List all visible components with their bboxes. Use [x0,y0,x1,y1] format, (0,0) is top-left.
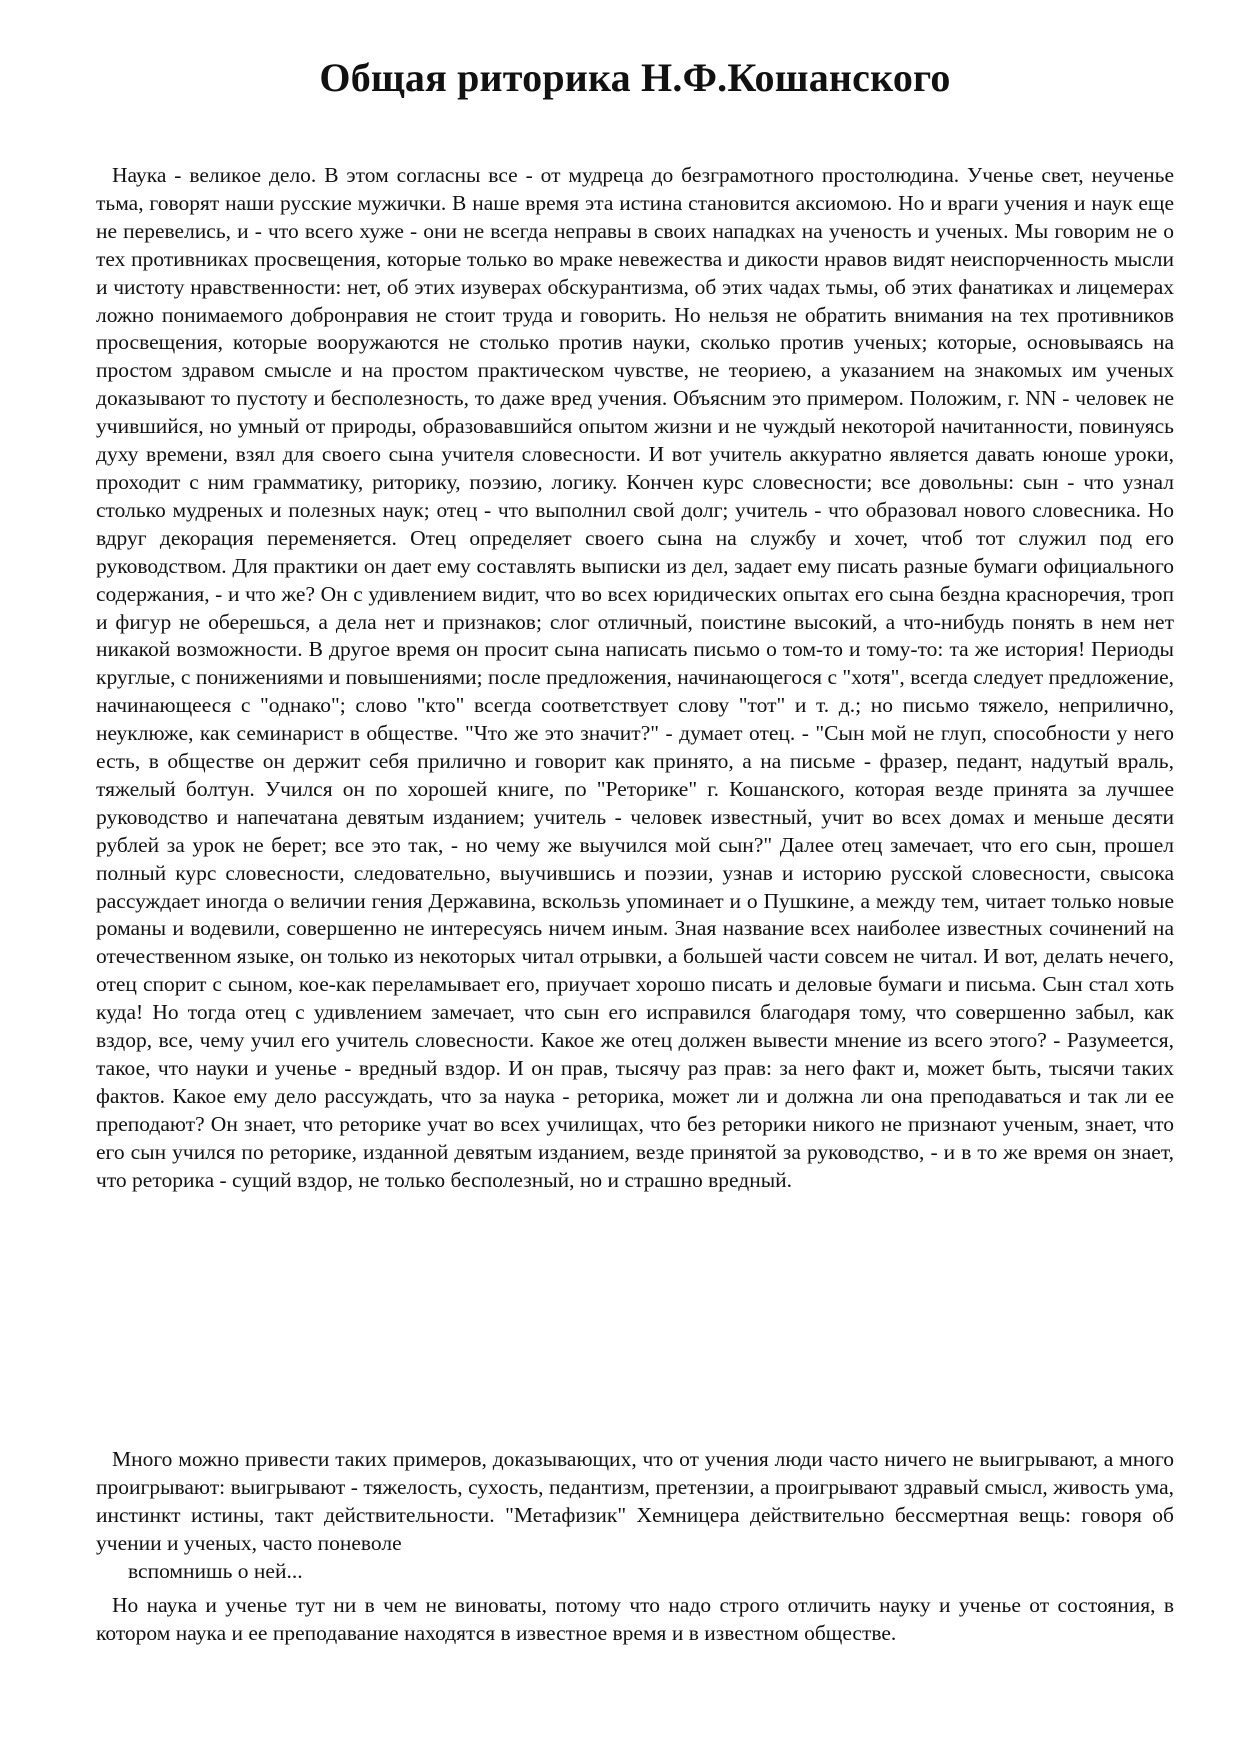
paragraph-2-continuation: вспомнишь о ней... [128,1558,303,1583]
paragraph-3: Но наука и ученье тут ни в чем не виноваты, потому что надо строго отличить науку и ученье от состояния, в котором наука и ее преподавание находятся в известное время и в известном обществе. [96,1593,1174,1645]
paragraph-2-text: Много можно привести таких примеров, доказывающих, что от учения люди часто ничего не выигрывают, а много проигрывают: выигрывают - тяжелость, сухость, педантизм, претензии, а проигрывают здравый смысл, живость ума, инстинкт истины, такт действительности. "Метафизик" Хемницера действительно бессмертная вещь: говоря об учении и ученых, часто поневоле [96,1447,1174,1555]
document-title: Общая риторика Н.Ф.Кошанского [319,55,951,100]
paragraph-2 [96,1446,1174,1586]
document-page [96,0,1174,1755]
paragraph-1: Наука - великое дело. В этом согласны все - от мудреца до безграмотного простолюдина. Ученье свет, неученье тьма, говорят наши русские мужички. В наше время эта истина становится аксиомою. Но и враги учения и наук еще не перевелись, и - что всего хуже - они не всегда неправы в своих нападках на ученость и ученых. Мы говорим не о тех противниках просвещения, которые только во мраке невежества и дикости нравов видят неиспорченность мысли и чистоту нравственности: нет, об этих изуверах обскурантизма, об этих чадах тьмы, об этих фанатиках и лицемерах ложно понимаемого добронравия не стоит труда и говорить. Но нельзя не обратить внимания на тех противников просвещения, которые вооружаются не столько против науки, сколько против ученых; которые, основываясь на простом здравом смысле и на простом практическом чувстве, не теориею, а указанием на знакомых им ученых доказывают то пустоту и бесполезность, то даже вред учения. Объясним это примером. Положим, г. NN - человек не учившийся, но умный от природы, образовавшийся опытом жизни и не чуждый некоторой начитанности, повинуясь духу времени, взял для своего сына учителя словесности. И вот учитель аккуратно является давать юноше уроки, проходит с ним грамматику, риторику, поэзию, логику. Кончен курс словесности; все довольны: сын - что узнал столько мудреных и полезных наук; отец - что выполнил свой долг; учитель - что образовал нового словесника. Но вдруг декорация переменяется. Отец определяет своего сына на службу и хочет, чтоб тот служил под его руководством. Для практики он дает ему составлять выписки из дел, задает ему писать разные бумаги официального содержания, - и что же? Он с удивлением видит, что во всех юридических опытах его сына бездна красноречия, троп и фигур не оберешься, а дела нет и признаков; слог отличный, поистине высокий, а что-нибудь понять в нем нет никакой возможности. В другое время он просит сына написать письмо о том-то и тому-то: та же история! Периоды круглые, с понижениями и повышениями; после предложения, начинающегося с "хотя", всегда следует предложение, начинающееся с "однако"; слово "кто" всегда соответствует слову "тот" и т. д.; но письмо тяжело, неприлично, неуклюже, как семинарист в обществе. "Что же это значит?" - думает отец. - "Сын мой не глуп, способности у него есть, в обществе он держит себя прилично и говорит как принято, а на письме - фразер, педант, надутый враль, тяжелый болтун. Учился он по хорошей книге, по "Реторике" г. Кошанского, которая везде принята за лучшее руководство и напечатана девятым изданием; учитель - человек известный, учит во всех домах и меньше десяти рублей за урок не берет; все это так, - но чему же выучился мой сын?" Далее отец замечает, что его сын, прошел полный курс словесности, следовательно, выучившись и поэзии, узнав и историю русской словесности, свысока рассуждает иногда о величии гения Державина, вскользь упоминает и о Пушкине, а между тем, читает только новые романы и водевили, совершенно не интересуясь ничем иным. Зная название всех наиболее известных сочинений на отечественном языке, он только из некоторых читал отрывки, а большей части совсем не читал. И вот, делать нечего, отец спорит с сыном, кое-как переламывает его, приучает хорошо писать и деловые бумаги и письма. Сын стал хоть куда! Но тогда отец с удивлением замечает, что сын его исправился благодаря тому, что совершенно забыл, как вздор, все, чему учил его учитель словесности. Какое же отец должен вывести мнение из всего этого? - Разумеется, такое, что науки и ученье - вредный вздор. И он прав, тысячу раз прав: за него факт и, может быть, тысячи таких фактов. Какое ему дело рассуждать, что за наука - реторика, может ли и должна ли она преподаваться и так ли ее преподают? Он знает, что реторике учат во всех училищах, что без реторики никого не признают ученым, знает, что его сын учился по реторике, изданной девятым изданием, везде принятой за руководство, - и в то же время он знает, что реторика - сущий вздор, не только бесполезный, но и страшно вредный. [96,163,1174,1192]
